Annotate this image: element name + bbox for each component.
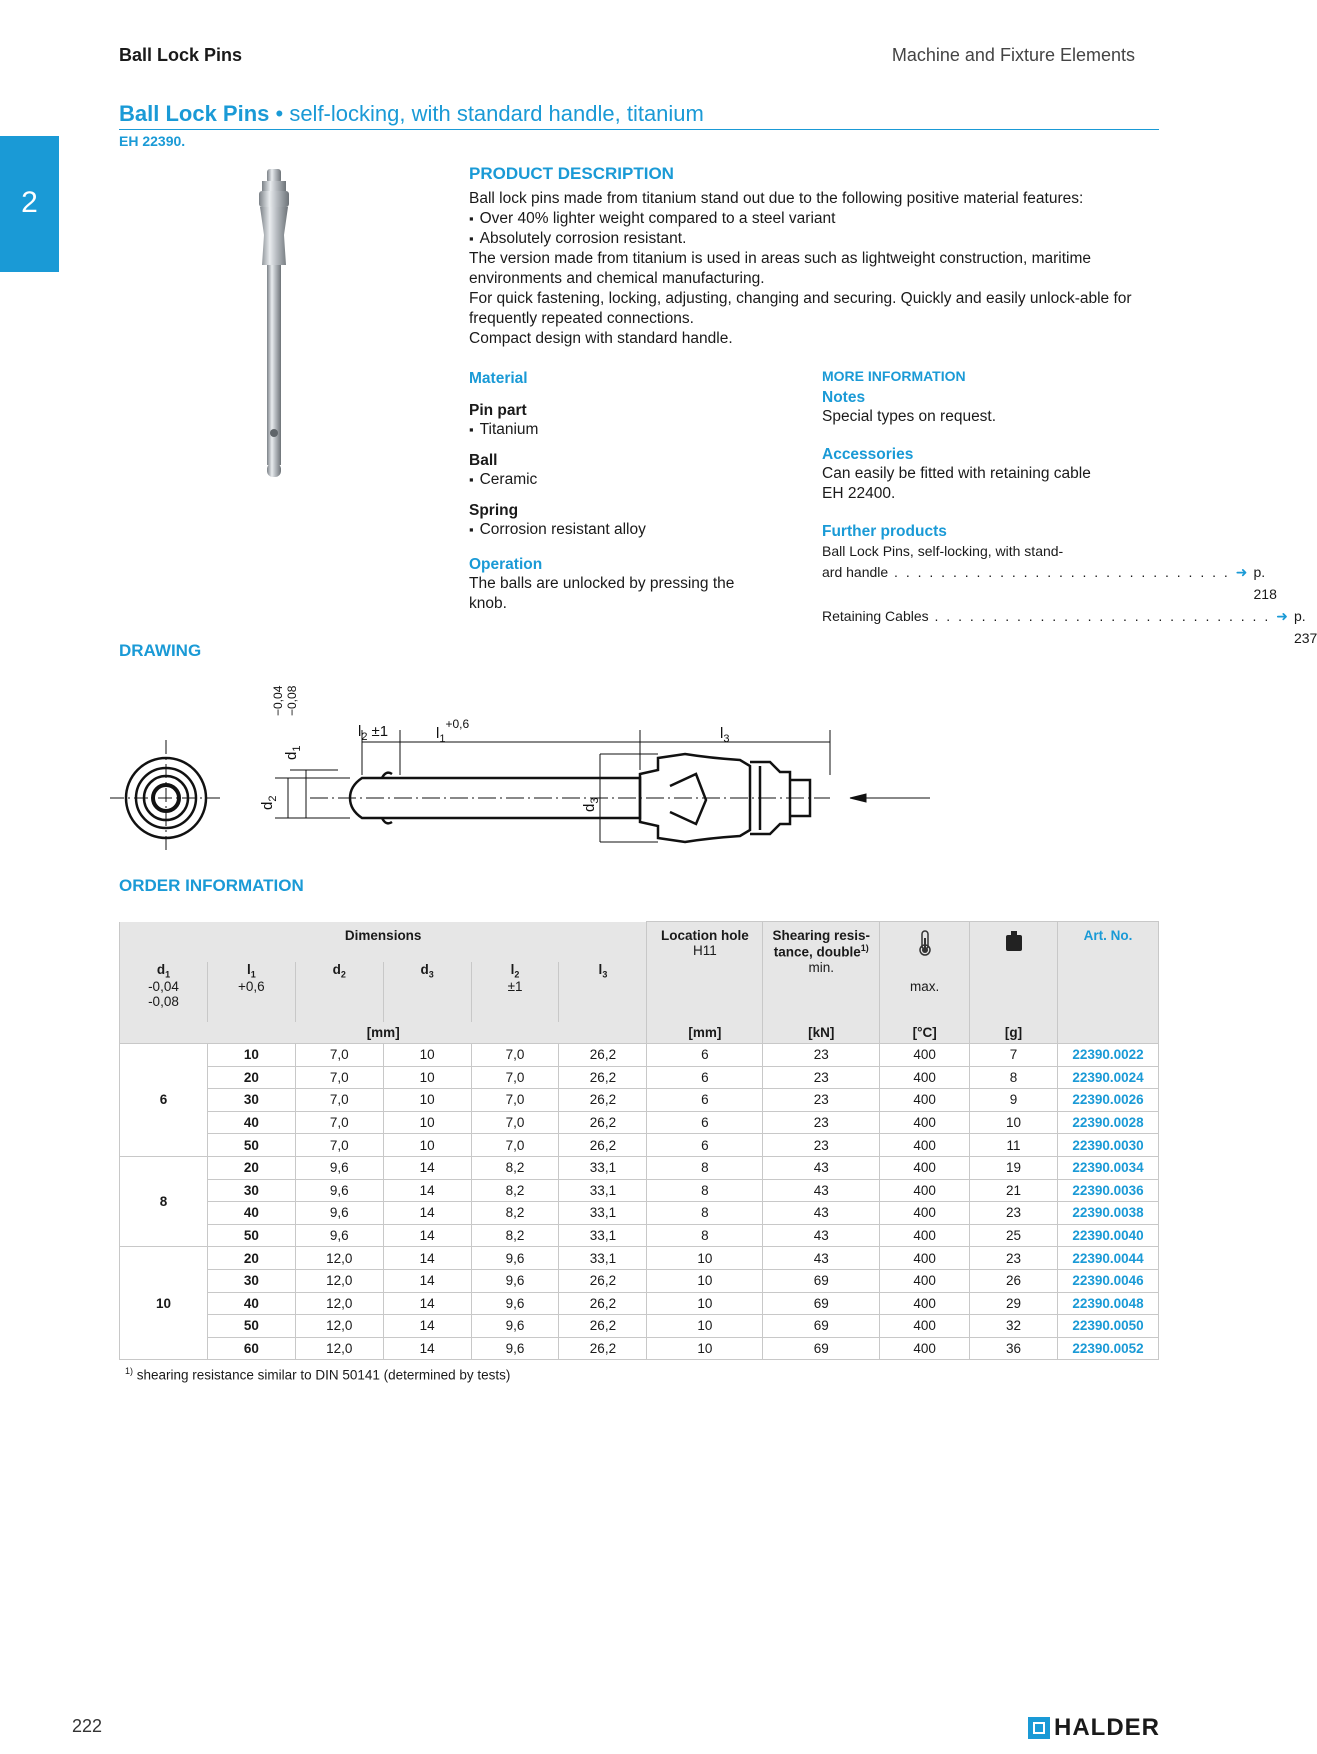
leader-dots: . . . . . . . . . . . . . . . . . . . . . . . . . . . . . xyxy=(928,608,1271,624)
weight-cell: 32 xyxy=(970,1315,1058,1338)
more-info-heading: MORE INFORMATION xyxy=(822,368,966,384)
l1-cell: 50 xyxy=(207,1134,295,1157)
table-row xyxy=(120,1247,1159,1270)
further-products-text: Ball Lock Pins, self-locking, with stand- xyxy=(822,543,1064,559)
dim-d1: $d_1$ xyxy=(283,745,303,760)
more-info-section xyxy=(822,368,1317,649)
unit-mm-location: [mm] xyxy=(647,1022,763,1044)
title-divider xyxy=(119,129,1159,130)
d3-cell: 10 xyxy=(383,1066,471,1089)
weight-cell: 25 xyxy=(970,1224,1058,1247)
arrow-right-icon: ➜ xyxy=(1276,608,1288,624)
l3-cell: 33,1 xyxy=(559,1156,647,1179)
table-row xyxy=(120,1202,1159,1225)
further-link-ball-lock-pins[interactable] xyxy=(822,561,1277,605)
product-photo xyxy=(240,165,310,485)
col-d2-header: $d_2$ xyxy=(295,962,383,1022)
weight-cell: 26 xyxy=(970,1269,1058,1292)
weight-icon xyxy=(1005,930,1023,952)
location-hole-cell: 8 xyxy=(647,1202,763,1225)
weight-cell: 11 xyxy=(970,1134,1058,1157)
article-number-cell[interactable]: 22390.0050 xyxy=(1058,1315,1159,1338)
order-table-body xyxy=(120,1044,1159,1360)
d2-cell: 7,0 xyxy=(295,1134,383,1157)
article-number-cell[interactable]: 22390.0048 xyxy=(1058,1292,1159,1315)
product-title-sub: • self-locking, with standard handle, titanium xyxy=(269,101,704,126)
temperature-cell: 400 xyxy=(880,1315,970,1338)
d3-cell: 14 xyxy=(383,1179,471,1202)
article-number-cell[interactable]: 22390.0022 xyxy=(1058,1044,1159,1067)
l3-cell: 26,2 xyxy=(559,1111,647,1134)
l2-cell: 7,0 xyxy=(471,1089,559,1112)
d1-group-cell: 8 xyxy=(120,1156,208,1246)
temperature-header: max. xyxy=(880,922,970,1022)
d3-cell: 14 xyxy=(383,1224,471,1247)
d3-cell: 14 xyxy=(383,1315,471,1338)
d2-cell: 7,0 xyxy=(295,1044,383,1067)
d3-cell: 10 xyxy=(383,1111,471,1134)
accessories-text: Can easily be fitted with retaining cable xyxy=(822,465,1091,482)
d2-cell: 12,0 xyxy=(295,1247,383,1270)
l3-cell: 33,1 xyxy=(559,1224,647,1247)
l1-cell: 50 xyxy=(207,1224,295,1247)
pin-part-label: Pin part xyxy=(469,402,527,419)
technical-drawing xyxy=(110,670,940,850)
location-hole-cell: 10 xyxy=(647,1337,763,1360)
ball-value: ▪ Ceramic xyxy=(469,470,769,490)
weight-header xyxy=(970,922,1058,1022)
d2-cell: 9,6 xyxy=(295,1202,383,1225)
notes-text: Special types on request. xyxy=(822,408,997,425)
table-row xyxy=(120,1089,1159,1112)
l2-cell: 9,6 xyxy=(471,1269,559,1292)
article-number-cell[interactable]: 22390.0038 xyxy=(1058,1202,1159,1225)
l2-cell: 8,2 xyxy=(471,1156,559,1179)
location-hole-cell: 10 xyxy=(647,1292,763,1315)
d2-cell: 7,0 xyxy=(295,1111,383,1134)
temperature-cell: 400 xyxy=(880,1337,970,1360)
link-page: p. 218 xyxy=(1253,564,1277,602)
unit-gram: [g] xyxy=(970,1022,1058,1044)
table-row xyxy=(120,1315,1159,1338)
article-number-cell[interactable]: 22390.0052 xyxy=(1058,1337,1159,1360)
running-header-title: Ball Lock Pins xyxy=(119,45,243,65)
col-d1-header: $d_1$ -0,04 -0,08 xyxy=(120,962,208,1022)
l1-cell: 40 xyxy=(207,1111,295,1134)
table-row xyxy=(120,1134,1159,1157)
d2-cell: 12,0 xyxy=(295,1269,383,1292)
leader-dots: . . . . . . . . . . . . . . . . . . . . . . . . . . . . . xyxy=(888,564,1230,580)
col-l3-header: $l_3$ xyxy=(559,962,647,1022)
d3-cell: 14 xyxy=(383,1269,471,1292)
l1-cell: 60 xyxy=(207,1337,295,1360)
col-d3-header: $d_3$ xyxy=(383,962,471,1022)
accessories-heading: Accessories xyxy=(822,446,914,463)
operation-heading: Operation xyxy=(469,556,543,573)
l3-cell: 26,2 xyxy=(559,1292,647,1315)
location-hole-header: Location hole H11 xyxy=(647,922,763,1022)
d3-cell: 10 xyxy=(383,1044,471,1067)
temperature-cell: 400 xyxy=(880,1292,970,1315)
weight-cell: 7 xyxy=(970,1044,1058,1067)
l3-cell: 26,2 xyxy=(559,1337,647,1360)
col-l2-header: $l_2$ ±1 xyxy=(471,962,559,1022)
weight-cell: 23 xyxy=(970,1202,1058,1225)
notes-heading: Notes xyxy=(822,389,866,406)
dim-l3: $l_3$ xyxy=(720,725,730,745)
material-section xyxy=(469,370,769,614)
running-header-section: Machine and Fixture Elements xyxy=(891,45,1135,65)
l3-cell: 26,2 xyxy=(559,1134,647,1157)
d1-group-cell: 10 xyxy=(120,1247,208,1360)
l2-cell: 9,6 xyxy=(471,1337,559,1360)
shearing-cell: 43 xyxy=(763,1247,880,1270)
table-row xyxy=(120,1111,1159,1134)
location-hole-cell: 6 xyxy=(647,1111,763,1134)
description-paragraph: The version made from titanium is used in areas such as lightweight construction, maritime environments and chemical manufacturing. xyxy=(469,250,1091,287)
l2-cell: 7,0 xyxy=(471,1111,559,1134)
dim-d1-tol-lower: −0,08 xyxy=(285,685,299,716)
shearing-cell: 43 xyxy=(763,1156,880,1179)
article-number-cell[interactable]: 22390.0030 xyxy=(1058,1134,1159,1157)
d2-cell: 9,6 xyxy=(295,1179,383,1202)
shearing-cell: 43 xyxy=(763,1224,880,1247)
weight-cell: 21 xyxy=(970,1179,1058,1202)
shearing-cell: 69 xyxy=(763,1315,880,1338)
d2-cell: 9,6 xyxy=(295,1224,383,1247)
l2-cell: 7,0 xyxy=(471,1066,559,1089)
location-hole-cell: 6 xyxy=(647,1066,763,1089)
l3-cell: 26,2 xyxy=(559,1269,647,1292)
weight-cell: 9 xyxy=(970,1089,1058,1112)
order-table xyxy=(119,921,1159,1360)
l2-cell: 9,6 xyxy=(471,1292,559,1315)
l3-cell: 33,1 xyxy=(559,1202,647,1225)
shearing-cell: 69 xyxy=(763,1292,880,1315)
article-number-cell[interactable]: 22390.0040 xyxy=(1058,1224,1159,1247)
thermometer-icon xyxy=(918,930,932,956)
temperature-cell: 400 xyxy=(880,1179,970,1202)
l2-cell: 8,2 xyxy=(471,1224,559,1247)
table-row xyxy=(120,1292,1159,1315)
article-number-cell[interactable]: 22390.0028 xyxy=(1058,1111,1159,1134)
location-hole-cell: 8 xyxy=(647,1179,763,1202)
further-products-heading: Further products xyxy=(822,523,947,540)
description-bullet: ▪ Over 40% lighter weight compared to a steel variant xyxy=(469,209,1159,229)
location-hole-cell: 6 xyxy=(647,1134,763,1157)
weight-cell: 19 xyxy=(970,1156,1058,1179)
l2-cell: 9,6 xyxy=(471,1315,559,1338)
temperature-cell: 400 xyxy=(880,1111,970,1134)
l2-cell: 7,0 xyxy=(471,1134,559,1157)
temperature-cell: 400 xyxy=(880,1156,970,1179)
article-number-cell[interactable]: 22390.0044 xyxy=(1058,1247,1159,1270)
article-number-cell[interactable]: 22390.0036 xyxy=(1058,1179,1159,1202)
unit-celsius: [°C] xyxy=(880,1022,970,1044)
link-label: ard handle xyxy=(822,564,889,580)
shearing-cell: 23 xyxy=(763,1066,880,1089)
material-heading: Material xyxy=(469,370,528,387)
shearing-cell: 43 xyxy=(763,1179,880,1202)
article-number-header: Art. No. xyxy=(1058,922,1159,1022)
temperature-cell: 400 xyxy=(880,1247,970,1270)
temperature-cell: 400 xyxy=(880,1066,970,1089)
d2-cell: 7,0 xyxy=(295,1089,383,1112)
d2-cell: 12,0 xyxy=(295,1337,383,1360)
l2-cell: 8,2 xyxy=(471,1202,559,1225)
l1-cell: 50 xyxy=(207,1315,295,1338)
l1-cell: 20 xyxy=(207,1247,295,1270)
article-number-cell[interactable]: 22390.0026 xyxy=(1058,1089,1159,1112)
unit-blank xyxy=(1058,1022,1159,1044)
l1-cell: 40 xyxy=(207,1202,295,1225)
l1-cell: 40 xyxy=(207,1292,295,1315)
weight-cell: 23 xyxy=(970,1247,1058,1270)
table-row xyxy=(120,1224,1159,1247)
page-number: 222 xyxy=(72,1716,103,1736)
operation-text: The balls are unlocked by pressing the knob. xyxy=(469,575,735,612)
l3-cell: 26,2 xyxy=(559,1066,647,1089)
chapter-number: 2 xyxy=(21,186,38,219)
d3-cell: 10 xyxy=(383,1089,471,1112)
description-bullet: ▪ Absolutely corrosion resistant. xyxy=(469,229,1159,249)
weight-cell: 8 xyxy=(970,1066,1058,1089)
location-hole-cell: 6 xyxy=(647,1089,763,1112)
spring-label: Spring xyxy=(469,502,519,519)
product-title xyxy=(119,101,704,127)
unit-kn: [kN] xyxy=(763,1022,880,1044)
l3-cell: 33,1 xyxy=(559,1247,647,1270)
description-paragraph: For quick fastening, locking, adjusting, changing and securing. Quickly and easily unlock-able for frequently repeated connections. xyxy=(469,290,1132,327)
location-hole-cell: 6 xyxy=(647,1044,763,1067)
drawing-heading: DRAWING xyxy=(119,641,202,660)
d3-cell: 14 xyxy=(383,1337,471,1360)
d1-group-cell: 6 xyxy=(120,1044,208,1157)
l3-cell: 26,2 xyxy=(559,1315,647,1338)
location-hole-cell: 8 xyxy=(647,1156,763,1179)
unit-mm: [mm] xyxy=(120,1022,647,1044)
temperature-cell: 400 xyxy=(880,1134,970,1157)
l1-cell: 10 xyxy=(207,1044,295,1067)
brand-logo xyxy=(1028,1714,1160,1742)
col-l1-header: $l_1$ +0,6 xyxy=(207,962,295,1022)
link-page: p. 237 xyxy=(1293,608,1317,646)
d3-cell: 14 xyxy=(383,1247,471,1270)
description-paragraph: Compact design with standard handle. xyxy=(469,330,733,347)
l1-cell: 20 xyxy=(207,1156,295,1179)
table-row xyxy=(120,1179,1159,1202)
location-hole-cell: 10 xyxy=(647,1315,763,1338)
d2-cell: 12,0 xyxy=(295,1292,383,1315)
dim-d2: $d_2$ xyxy=(259,795,279,810)
shearing-header: Shearing resis- tance, double$^{1)}$ min. xyxy=(763,922,880,1022)
l1-cell: 30 xyxy=(207,1089,295,1112)
l2-cell: 8,2 xyxy=(471,1179,559,1202)
article-number-cell[interactable]: 22390.0034 xyxy=(1058,1156,1159,1179)
ball-label: Ball xyxy=(469,452,498,469)
further-link-retaining-cables[interactable] xyxy=(822,605,1317,649)
l1-cell: 30 xyxy=(207,1269,295,1292)
d3-cell: 14 xyxy=(383,1156,471,1179)
weight-cell: 29 xyxy=(970,1292,1058,1315)
d3-cell: 14 xyxy=(383,1202,471,1225)
l3-cell: 26,2 xyxy=(559,1089,647,1112)
description-intro: Ball lock pins made from titanium stand out due to the following positive material features: xyxy=(469,190,1084,207)
l2-cell: 7,0 xyxy=(471,1044,559,1067)
brand-name: HALDER xyxy=(1054,1714,1160,1741)
l1-cell: 20 xyxy=(207,1066,295,1089)
shearing-cell: 23 xyxy=(763,1111,880,1134)
dimensions-header: Dimensions xyxy=(120,922,647,962)
arrow-right-icon: ➜ xyxy=(1235,564,1248,580)
l3-cell: 33,1 xyxy=(559,1179,647,1202)
d2-cell: 9,6 xyxy=(295,1156,383,1179)
table-row xyxy=(120,1337,1159,1360)
d2-cell: 7,0 xyxy=(295,1066,383,1089)
article-number-cell[interactable]: 22390.0046 xyxy=(1058,1269,1159,1292)
product-description-heading: PRODUCT DESCRIPTION xyxy=(469,164,674,183)
temperature-cell: 400 xyxy=(880,1089,970,1112)
shearing-cell: 43 xyxy=(763,1202,880,1225)
shearing-cell: 23 xyxy=(763,1134,880,1157)
product-title-main: Ball Lock Pins xyxy=(119,101,270,126)
product-code: EH 22390. xyxy=(119,133,186,149)
table-row xyxy=(120,1269,1159,1292)
table-row xyxy=(120,1044,1159,1067)
temperature-cell: 400 xyxy=(880,1202,970,1225)
accessories-text: EH 22400. xyxy=(822,485,896,502)
dim-d1-tol-upper: −0,04 xyxy=(271,685,285,716)
chapter-tab xyxy=(0,136,59,272)
order-table-header xyxy=(120,922,1159,1044)
l1-cell: 30 xyxy=(207,1179,295,1202)
temperature-cell: 400 xyxy=(880,1269,970,1292)
l2-cell: 9,6 xyxy=(471,1247,559,1270)
table-row xyxy=(120,1066,1159,1089)
shearing-cell: 69 xyxy=(763,1269,880,1292)
location-hole-cell: 10 xyxy=(647,1269,763,1292)
table-row xyxy=(120,1156,1159,1179)
halder-logo-icon xyxy=(1028,1717,1050,1739)
weight-cell: 10 xyxy=(970,1111,1058,1134)
link-label: Retaining Cables xyxy=(822,608,929,624)
shearing-cell: 69 xyxy=(763,1337,880,1360)
shearing-cell: 23 xyxy=(763,1044,880,1067)
shearing-cell: 23 xyxy=(763,1089,880,1112)
l3-cell: 26,2 xyxy=(559,1044,647,1067)
dim-d3: $d_3$ xyxy=(581,797,601,812)
pin-part-value: ▪ Titanium xyxy=(469,420,769,440)
d3-cell: 14 xyxy=(383,1292,471,1315)
temperature-cell: 400 xyxy=(880,1224,970,1247)
product-description xyxy=(469,189,1159,349)
location-hole-cell: 8 xyxy=(647,1224,763,1247)
dim-l2: $l_2 \pm 1$ xyxy=(358,723,389,743)
spring-value: ▪ Corrosion resistant alloy xyxy=(469,520,769,540)
table-footnote: $^{1)}$ shearing resistance similar to DIN 50141 (determined by tests) xyxy=(125,1366,511,1383)
article-number-cell[interactable]: 22390.0024 xyxy=(1058,1066,1159,1089)
d3-cell: 10 xyxy=(383,1134,471,1157)
weight-cell: 36 xyxy=(970,1337,1058,1360)
temperature-cell: 400 xyxy=(880,1044,970,1067)
d2-cell: 12,0 xyxy=(295,1315,383,1338)
location-hole-cell: 10 xyxy=(647,1247,763,1270)
order-information-heading: ORDER INFORMATION xyxy=(119,876,304,895)
dim-l1: $l_1^{+0,6}$ xyxy=(436,717,470,745)
